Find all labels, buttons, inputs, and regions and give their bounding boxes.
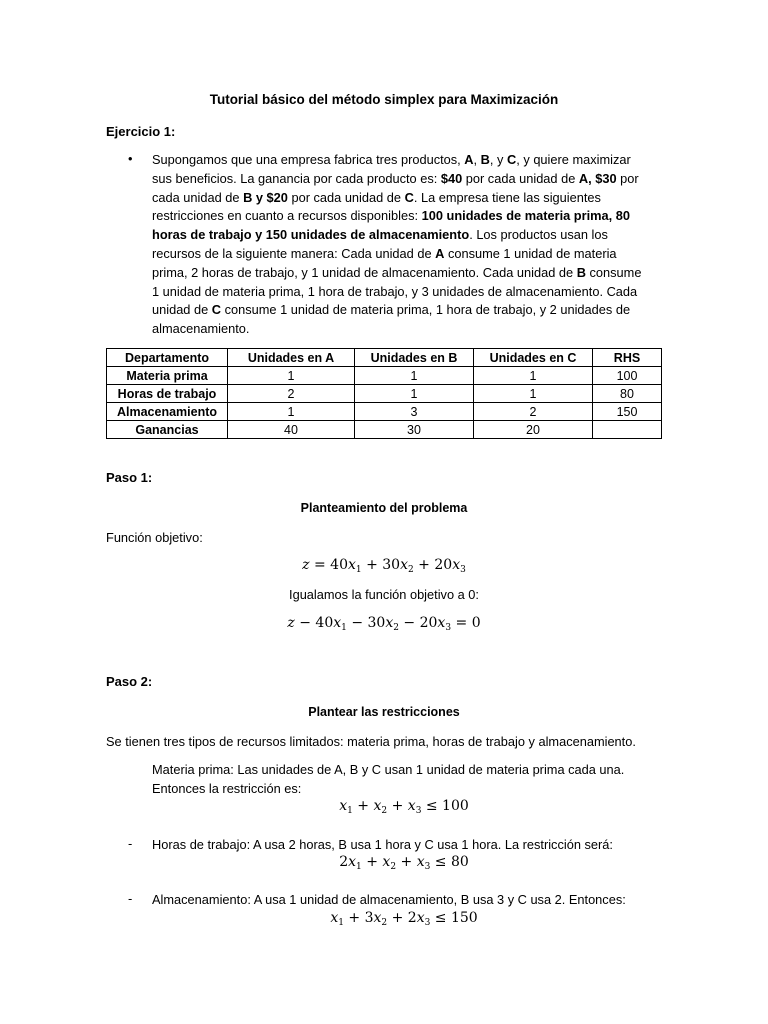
table-header-row (107, 349, 662, 367)
step2-label: Paso 2: (106, 674, 153, 689)
table-cell: 1 (474, 385, 593, 403)
resources-table (106, 348, 662, 439)
table-cell: 1 (355, 385, 474, 403)
table-row (107, 367, 662, 385)
table-cell: 2 (474, 403, 593, 421)
step1-label: Paso 1: (106, 470, 153, 485)
paragraph-line: horas de trabajo y 150 unidades de almacenamiento. Los productos usan los (152, 227, 608, 243)
table-row-label: Materia prima (107, 367, 228, 385)
almacenamiento-text: Almacenamiento: A usa 1 unidad de almacenamiento, B usa 3 y C usa 2. Entonces: (152, 892, 626, 907)
table-cell: 3 (355, 403, 474, 421)
table-header: RHS (593, 349, 662, 367)
table-cell: 40 (228, 421, 355, 439)
paragraph-line: cada unidad de B y $20 por cada unidad de C. La empresa tiene las siguientes (152, 189, 601, 205)
table-cell: 1 (355, 367, 474, 385)
table-cell: 1 (474, 367, 593, 385)
paragraph-line: restricciones en cuanto a recursos disponibles: 100 unidades de materia prima, 80 (152, 208, 630, 224)
table-header: Unidades en C (474, 349, 593, 367)
exercise-label: Ejercicio 1: (106, 124, 176, 139)
table-header: Unidades en A (228, 349, 355, 367)
exercise-paragraph (152, 151, 672, 339)
table-row (107, 385, 662, 403)
dash-marker: - (128, 891, 133, 906)
table-cell: 1 (228, 403, 355, 421)
table-header: Departamento (107, 349, 228, 367)
objective-equation: $z = 40x_1 + 30x_2 + 20x_3$ (302, 557, 466, 575)
restrictions-intro: Se tienen tres tipos de recursos limitados: materia prima, horas de trabajo y almacenamiento. (106, 734, 636, 749)
bullet-marker: • (128, 151, 133, 166)
table-row-label: Ganancias (107, 421, 228, 439)
table-row-label: Horas de trabajo (107, 385, 228, 403)
paragraph-line: recursos de la siguiente manera: Cada unidad de A consume 1 unidad de materia (152, 245, 617, 261)
materia-constraint-equation: $x_1 + x_2 + x_3 \le 100$ (339, 798, 469, 816)
table-cell (593, 421, 662, 439)
table-row (107, 403, 662, 421)
table-row-label: Almacenamiento (107, 403, 228, 421)
table-cell: 20 (474, 421, 593, 439)
horas-constraint-equation: $2x_1 + x_2 + x_3 \le 80$ (339, 854, 469, 872)
table-cell: 80 (593, 385, 662, 403)
table-cell: 150 (593, 403, 662, 421)
horas-text: Horas de trabajo: A usa 2 horas, B usa 1 hora y C usa 1 hora. La restricción será: (152, 837, 613, 852)
step1-heading: Planteamiento del problema (300, 501, 468, 515)
paragraph-line: Supongamos que una empresa fabrica tres productos, A, B, y C, y quiere maximizar (152, 152, 631, 167)
dash-marker: - (128, 836, 133, 851)
step2-heading: Plantear las restricciones (308, 705, 460, 719)
table-cell: 1 (228, 367, 355, 385)
table-row (107, 421, 662, 439)
paragraph-line: 1 unidad de materia prima, 1 hora de trabajo, y 3 unidades de almacenamiento. Cada (152, 283, 638, 299)
table-cell: 100 (593, 367, 662, 385)
paragraph-line: sus beneficios. La ganancia por cada producto es: $40 por cada unidad de A, $30 por (152, 170, 639, 186)
table-cell: 2 (228, 385, 355, 403)
table-cell: 30 (355, 421, 474, 439)
paragraph-line: almacenamiento. (152, 321, 250, 337)
objective-label: Función objetivo: (106, 530, 203, 545)
table-header: Unidades en B (355, 349, 474, 367)
paragraph-line: unidad de C consume 1 unidad de materia prima, 1 hora de trabajo, y 2 unidades de (152, 302, 631, 318)
document-title: Tutorial básico del método simplex para Maximización (209, 92, 559, 107)
materia-text-line2: Entonces la restricción es: (152, 781, 302, 796)
almacenamiento-constraint-equation: $x_1 + 3x_2 + 2x_3 \le 150$ (330, 910, 478, 928)
paragraph-line: prima, 2 horas de trabajo, y 1 unidad de almacenamiento. Cada unidad de B consume (152, 264, 642, 280)
objective-zero-equation: $z - 40x_1 - 30x_2 - 20x_3 = 0$ (287, 615, 481, 633)
equal-zero-label: Igualamos la función objetivo a 0: (289, 587, 479, 602)
materia-text-line1: Materia prima: Las unidades de A, B y C usan 1 unidad de materia prima cada una. (152, 762, 625, 777)
